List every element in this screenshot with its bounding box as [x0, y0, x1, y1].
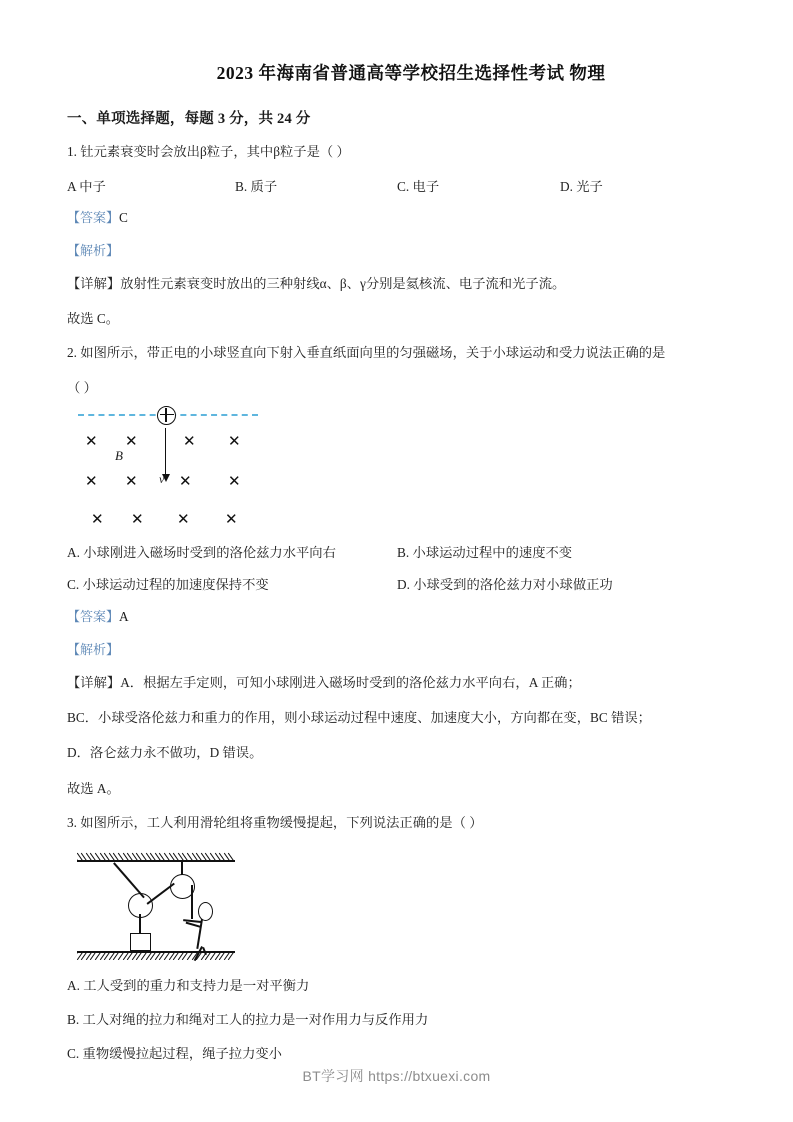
footer-watermark: BT学习网 https://btxuexi.com	[302, 1068, 491, 1084]
field-cross-icon: ✕	[225, 510, 238, 528]
field-cross-icon: ✕	[228, 432, 241, 450]
detail-text: 放射性元素衰变时放出的三种射线α、β、γ分别是氦核流、电子流和光子流。	[120, 275, 566, 291]
ground-hatching	[77, 952, 235, 960]
question-2-options-row1	[67, 542, 727, 564]
field-cross-icon: ✕	[179, 472, 192, 490]
field-cross-icon: ✕	[85, 432, 98, 450]
answer-tag: 【答案】	[67, 608, 120, 624]
question-3-stem: 3. 如图所示，工人利用滑轮组将重物缓慢提起，下列说法正确的是（ ）	[67, 814, 483, 830]
question-2-options-row2	[67, 574, 727, 596]
ceiling-line	[77, 860, 235, 862]
question-2-analysis-tag	[67, 639, 727, 658]
option-a[interactable]: A 中子	[67, 178, 106, 194]
pulley-system-figure	[77, 846, 327, 971]
worker-torso	[196, 919, 203, 949]
field-cross-icon: ✕	[183, 432, 196, 450]
velocity-label-v: v	[159, 471, 165, 486]
document-body	[67, 60, 727, 1077]
question-1-options	[67, 176, 727, 197]
weight-block	[130, 933, 151, 951]
detail-text: A．根据左手定则，可知小球刚进入磁场时受到的洛伦兹力水平向右，A 正确；	[120, 674, 581, 690]
field-cross-icon: ✕	[125, 432, 138, 450]
question-2-detail-bc: BC．小球受洛伦兹力和重力的作用，则小球运动过程中速度、加速度大小，方向都在变，BC 错误；	[67, 710, 651, 726]
question-1-conclusion: 故选 C。	[67, 310, 120, 326]
question-3-option-b[interactable]: B. 工人对绳的拉力和绳对工人的拉力是一对作用力与反作用力	[67, 1012, 429, 1028]
velocity-arrow-icon	[165, 428, 166, 476]
field-cross-icon: ✕	[85, 472, 98, 490]
question-2-stem: 2. 如图所示，带正电的小球竖直向下射入垂直纸面向里的匀强磁场，关于小球运动和受力说法正确的是	[67, 345, 666, 361]
detail-tag: 【详解】	[67, 674, 121, 690]
field-cross-icon: ✕	[91, 510, 104, 528]
question-1-analysis-tag	[67, 240, 727, 259]
option-d[interactable]: D. 光子	[560, 178, 603, 194]
option-c[interactable]: C. 电子	[397, 178, 440, 194]
positive-charge-icon	[157, 406, 176, 425]
analysis-tag: 【解析】	[67, 641, 120, 657]
rope-middle-segment	[147, 883, 175, 905]
page-title: 2023 年海南省普通高等学校招生选择性考试 物理	[216, 63, 606, 83]
field-cross-icon: ✕	[125, 472, 138, 490]
analysis-tag: 【解析】	[67, 242, 120, 258]
detail-tag: 【详解】	[67, 275, 121, 291]
option-b[interactable]: B. 质子	[235, 178, 278, 194]
question-2-answer	[67, 606, 727, 625]
field-cross-icon: ✕	[177, 510, 190, 528]
worker-arm-lower	[186, 922, 202, 928]
question-3-option-c[interactable]: C. 重物缓慢拉起过程，绳子拉力变小	[67, 1046, 282, 1062]
option-b[interactable]: B. 小球运动过程中的速度不变	[397, 544, 573, 560]
question-2-detail-a	[67, 672, 727, 693]
magnetic-field-figure	[73, 404, 333, 536]
question-1-stem: 1. 钍元素衰变时会放出β粒子，其中β粒子是（ ）	[67, 144, 350, 159]
field-label-b: B	[115, 447, 123, 463]
ceiling-hatching	[77, 852, 235, 860]
question-2-conclusion: 故选 A。	[67, 780, 120, 796]
question-2-detail-d: D．洛仑兹力永不做功，D 错误。	[67, 745, 263, 761]
weight-rope	[139, 914, 141, 934]
question-1-detail	[67, 273, 727, 294]
field-cross-icon: ✕	[228, 472, 241, 490]
rope-pull-segment	[191, 885, 193, 919]
option-c[interactable]: C. 小球运动过程的加速度保持不变	[67, 576, 269, 592]
option-d[interactable]: D. 小球受到的洛伦兹力对小球做正功	[397, 576, 613, 592]
rope-anchor-segment	[113, 863, 144, 899]
answer-tag: 【答案】	[67, 209, 120, 225]
answer-value: C	[119, 209, 128, 225]
question-1-answer	[67, 207, 727, 226]
field-cross-icon: ✕	[131, 510, 144, 528]
question-3-option-a[interactable]: A. 工人受到的重力和支持力是一对平衡力	[67, 978, 310, 994]
section-heading: 一、单项选择题，每题 3 分，共 24 分	[67, 111, 311, 127]
answer-value: A	[119, 608, 129, 624]
question-2-stem-cont: （ ）	[67, 379, 97, 395]
option-a[interactable]: A. 小球刚进入磁场时受到的洛伦兹力水平向右	[67, 544, 336, 560]
